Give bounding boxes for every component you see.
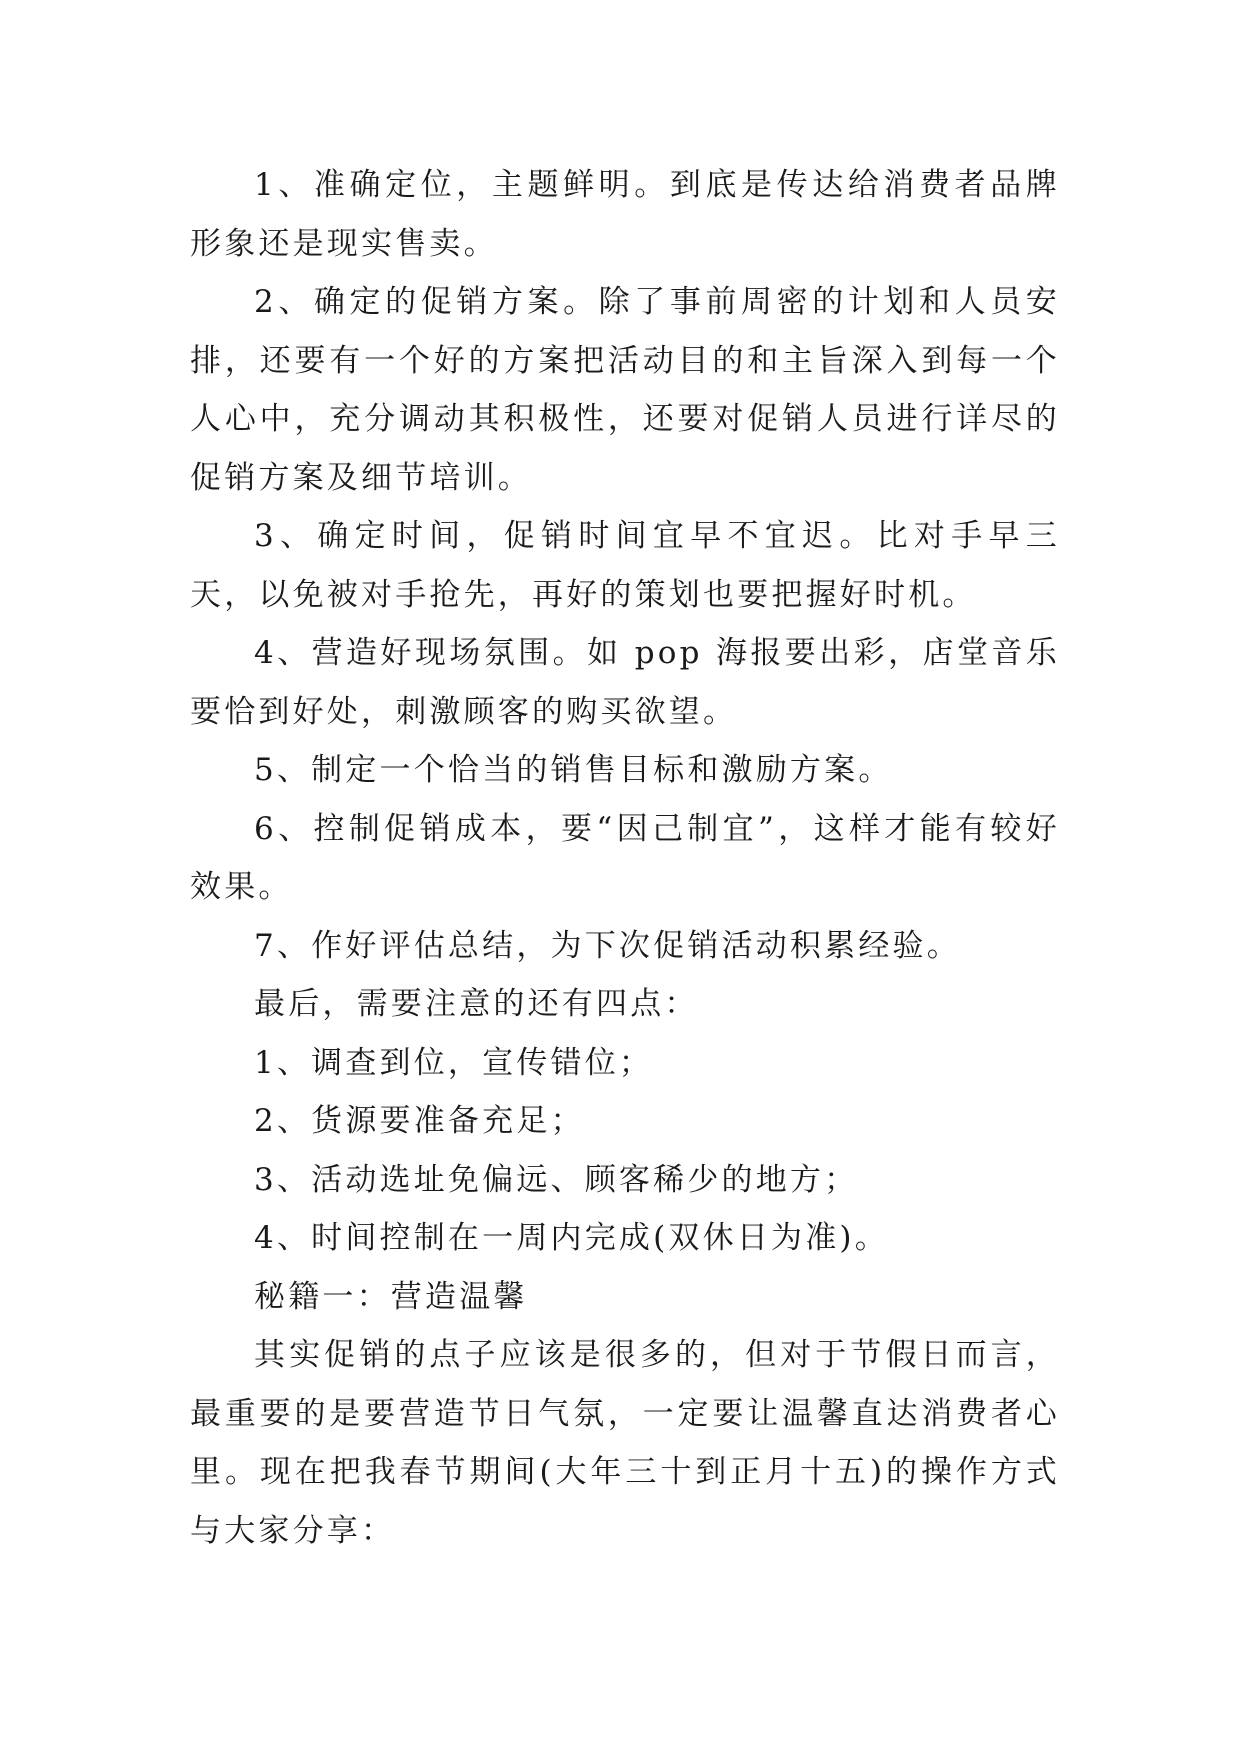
paragraph-note-2: 2、货源要准备充足；	[254, 1103, 585, 1139]
paragraph-note-3: 3、活动选址免偏远、顾客稀少的地方；	[254, 1161, 859, 1198]
paragraph-tip-1-body: 其实促销的点子应该是很多的，但对于节假日而言，最重要的是要营造节日气氛，一定要让温馨直达消费者心里。现在把我春节期间(大年三十到正月十五)的操作方式与大家分享：	[190, 1337, 1060, 1549]
paragraph-note-4: 4、时间控制在一周内完成(双休日为准)。	[254, 1220, 889, 1256]
section-heading-tip-1: 秘籍一：营造温馨	[254, 1278, 528, 1315]
paragraph-note-1: 1、调查到位，宣传错位；	[254, 1044, 654, 1081]
paragraph-point-4: 4、营造好现场氛围。如 pop 海报要出彩，店堂音乐要恰到好处，刺激顾客的购买欲望。	[190, 635, 1060, 730]
paragraph-point-5: 5、制定一个恰当的销售目标和激励方案。	[254, 752, 893, 788]
paragraph-point-3: 3、确定时间，促销时间宜早不宜迟。比对手早三天，以免被对手抢先，再好的策划也要把握好时机。	[190, 518, 1060, 613]
paragraph-point-6: 6、控制促销成本，要“因己制宜”，这样才能有较好效果。	[190, 810, 1060, 905]
document-body	[190, 156, 1060, 1560]
paragraph-point-1: 1、准确定位，主题鲜明。到底是传达给消费者品牌形象还是现实售卖。	[190, 167, 1060, 262]
paragraph-point-7: 7、作好评估总结，为下次促销活动积累经验。	[254, 927, 961, 964]
paragraph-notes-intro: 最后，需要注意的还有四点：	[254, 986, 699, 1022]
paragraph-point-2: 2、确定的促销方案。除了事前周密的计划和人员安排，还要有一个好的方案把活动目的和主旨深入到每一个人心中，充分调动其积极性，还要对促销人员进行详尽的促销方案及细节培训。	[190, 284, 1060, 496]
